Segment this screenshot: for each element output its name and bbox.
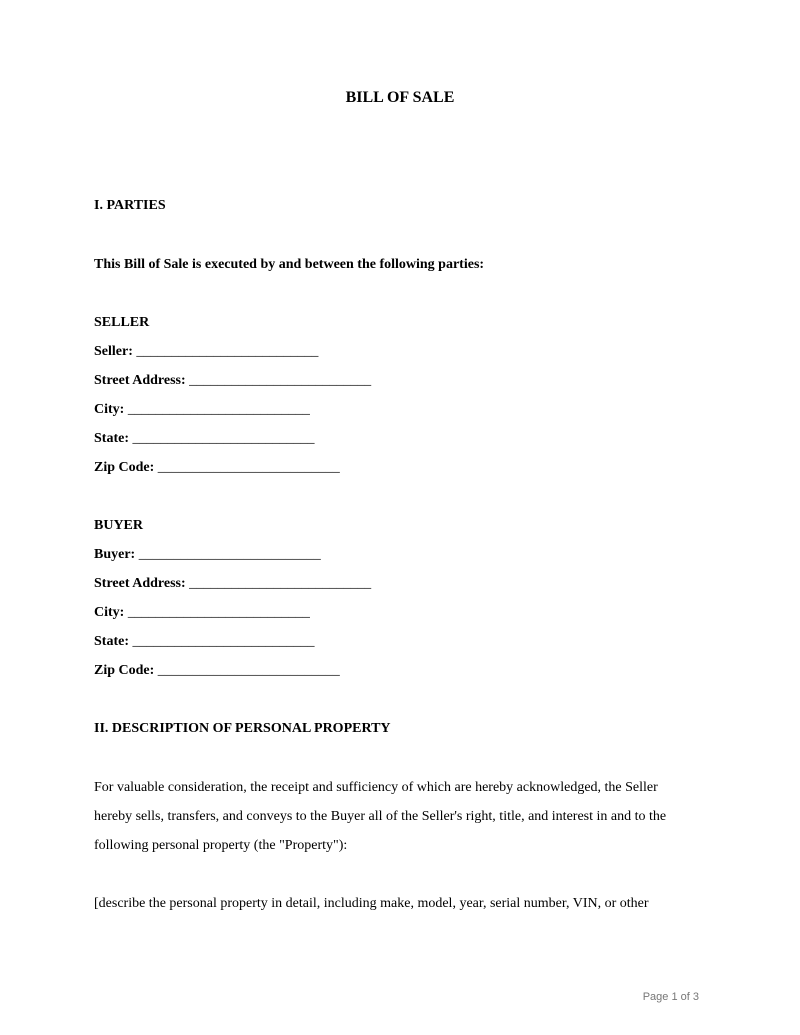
seller-name-field — [94, 343, 318, 361]
fill-in-blank: __________________________ — [138, 547, 321, 562]
fill-in-blank: __________________________ — [157, 460, 340, 475]
field-label: Zip Code: — [94, 460, 155, 475]
buyer-zip-field — [94, 662, 340, 680]
page-title: BILL OF SALE — [345, 89, 455, 106]
fill-in-blank: __________________________ — [157, 663, 340, 678]
field-label: City: — [94, 605, 125, 620]
description-paragraph-line: hereby sells, transfers, and conveys to the Buyer all of the Seller's right, title, and interest in and to the — [94, 809, 667, 824]
field-label: Seller: — [94, 344, 133, 359]
fill-in-blank: __________________________ — [189, 576, 372, 591]
field-label: Zip Code: — [94, 663, 155, 678]
field-label: State: — [94, 634, 129, 649]
seller-city-field — [94, 401, 310, 419]
field-label: City: — [94, 402, 125, 417]
buyer-name-field — [94, 546, 321, 564]
field-label: State: — [94, 431, 129, 446]
seller-zip-field — [94, 459, 340, 477]
buyer-heading: BUYER — [94, 518, 144, 533]
fill-in-blank: __________________________ — [132, 634, 315, 649]
field-label: Street Address: — [94, 576, 186, 591]
description-paragraph-line: following personal property (the "Property"): — [94, 838, 348, 853]
fill-in-blank: __________________________ — [132, 431, 315, 446]
buyer-street-field — [94, 575, 371, 593]
seller-street-field — [94, 372, 371, 390]
property-placeholder-text: [describe the personal property in detail, including make, model, year, serial number, VIN, or other — [94, 896, 649, 911]
buyer-state-field — [94, 633, 315, 651]
section-heading-description: II. DESCRIPTION OF PERSONAL PROPERTY — [94, 721, 391, 736]
fill-in-blank: __________________________ — [127, 605, 310, 620]
page-number: Page 1 of 3 — [642, 991, 699, 1003]
fill-in-blank: __________________________ — [189, 373, 372, 388]
field-label: Street Address: — [94, 373, 186, 388]
fill-in-blank: __________________________ — [136, 344, 319, 359]
fill-in-blank: __________________________ — [127, 402, 310, 417]
seller-state-field — [94, 430, 315, 448]
description-paragraph-line: For valuable consideration, the receipt and sufficiency of which are hereby acknowledged, the Seller — [94, 780, 658, 795]
field-label: Buyer: — [94, 547, 136, 562]
section-heading-parties: I. PARTIES — [94, 198, 166, 213]
parties-intro: This Bill of Sale is executed by and between the following parties: — [94, 257, 485, 272]
seller-heading: SELLER — [94, 315, 150, 330]
buyer-city-field — [94, 604, 310, 622]
